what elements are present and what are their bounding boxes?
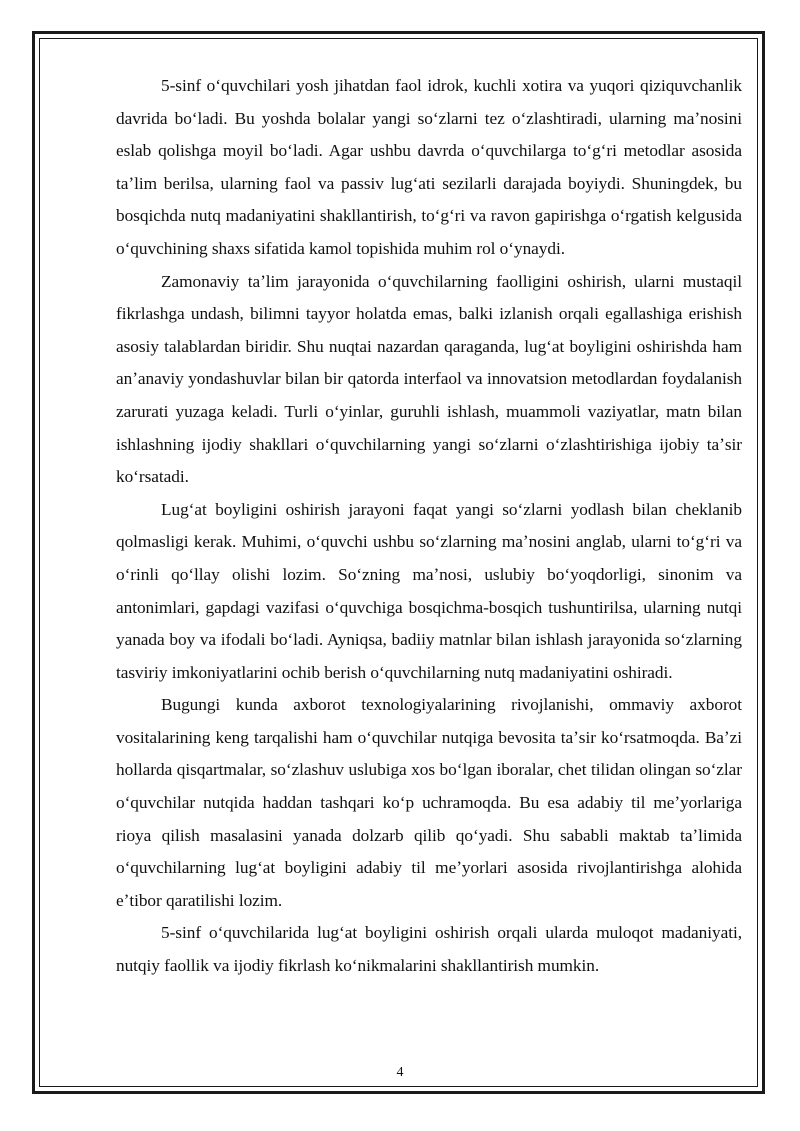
paragraph: Lugʻat boyligini oshirish jarayoni faqat yangi soʻzlarni yodlash bilan cheklanib qolmasligi kerak. Muhimi, oʻquvchi ushbu soʻzlarning maʼnosini anglab, ularni toʻgʻri va oʻrinli qoʻllay olishi lozim. Soʻzning maʼnosi, uslubiy boʻyoqdorligi, sinonim va antonimlari, gapdagi vazifasi oʻquvchiga bosqichma-bosqich tushuntirilsa, ularning nutqi yanada boy va ifodali boʻladi. Ayniqsa, badiiy matnlar bilan ishlash jarayonida soʻzlarning tasviriy imkoniyatlarini ochib berish oʻquvchilarning nutq madaniyatini oshiradi. [116, 499, 742, 682]
paragraph: Zamonaviy taʼlim jarayonida oʻquvchilarning faolligini oshirish, ularni mustaqil fikrlashga undash, bilimni tayyor holatda emas, balki izlanish orqali egallashiga erishish asosiy talablardan biridir. Shu nuqtai nazardan qaraganda, lugʻat boyligini oshirishda ham anʼanaviy yondashuvlar bilan bir qatorda interfaol va innovatsion metodlardan foydalanish zarurati yuzaga keladi. Turli oʻyinlar, guruhli ishlash, muammoli vaziyatlar, matn bilan ishlashning ijodiy shakllari oʻquvchilarning yangi soʻzlarni oʻzlashtirishiga ijobiy taʼsir koʻrsatadi. [116, 271, 742, 487]
page-number: 4 [396, 1065, 404, 1080]
paragraph: 5-sinf oʻquvchilarida lugʻat boyligini oshirish orqali ularda muloqot madaniyati, nutqiy faollik va ijodiy fikrlash koʻnikmalarini shakllantirish mumkin. [116, 923, 742, 976]
document-body [116, 70, 742, 983]
paragraph: 5-sinf oʻquvchilari yosh jihatdan faol idrok, kuchli xotira va yuqori qiziquvchanlik davrida boʻladi. Bu yoshda bolalar yangi soʻzlarni tez oʻzlashtiradi, ularning maʼnosini eslab qolishga moyil boʻladi. Agar ushbu davrda oʻquvchilarga toʻgʻri metodlar asosida taʼlim berilsa, ularning faol va passiv lugʻati sezilarli darajada boyiydi. Shuningdek, bu bosqichda nutq madaniyatini shakllantirish, toʻgʻri va ravon gapirishga oʻrgatish kelgusida oʻquvchining shaxs sifatida kamol topishida muhim rol oʻynaydi. [116, 76, 742, 258]
paragraph: Bugungi kunda axborot texnologiyalarining rivojlanishi, ommaviy axborot vositalarining keng tarqalishi ham oʻquvchilar nutqiga bevosita taʼsir koʻrsatmoqda. Baʼzi hollarda qisqartmalar, soʻzlashuv uslubiga xos boʻlgan iboralar, chet tilidan olingan soʻzlar oʻquvchilar nutqida haddan tashqari koʻp uchramoqda. Bu esa adabiy til meʼyorlariga rioya qilish masalasini yanada dolzarb qilib qoʻyadi. Shu sababli maktab taʼlimida oʻquvchilarning lugʻat boyligini adabiy til meʼyorlari asosida rivojlantirishga alohida eʼtibor qaratilishi lozim. [116, 695, 742, 910]
